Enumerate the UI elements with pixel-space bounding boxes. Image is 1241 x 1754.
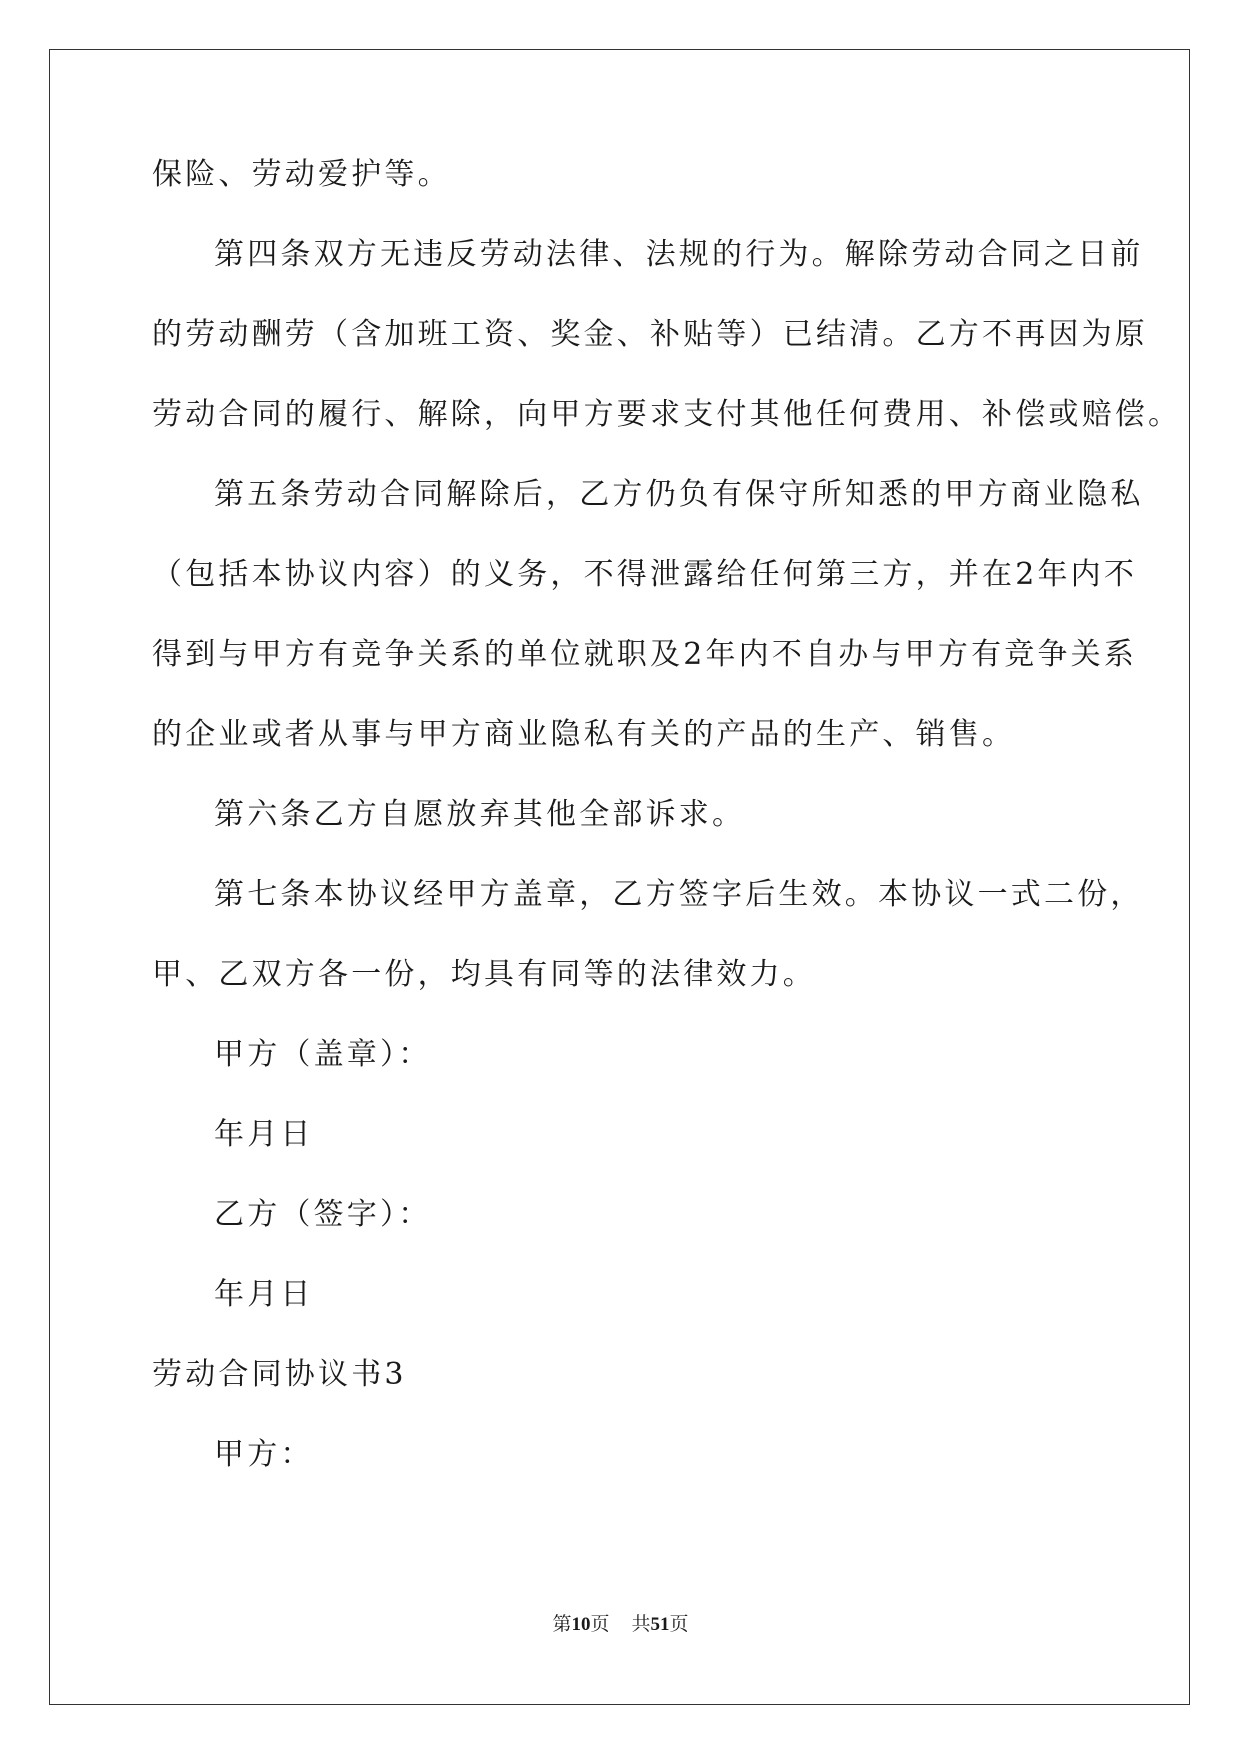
text-line: 第七条本协议经甲方盖章，乙方签字后生效。本协议一式二份，: [214, 877, 1144, 912]
text-line: （包括本协议内容）的义务，不得泄露给任何第三方，并在2年内不: [152, 557, 1138, 592]
text-line: 得到与甲方有竞争关系的单位就职及2年内不自办与甲方有竞争关系: [152, 637, 1138, 672]
text-line: 第五条劳动合同解除后，乙方仍负有保守所知悉的甲方商业隐私: [214, 477, 1144, 512]
text-line: 的企业或者从事与甲方商业隐私有关的产品的生产、销售。: [152, 717, 1016, 752]
signature-label-party-a: 甲方（盖章）：: [214, 1037, 432, 1072]
text-line: 劳动合同的履行、解除，向甲方要求支付其他任何费用、补偿或赔偿。: [152, 397, 1182, 432]
current-page-number: 10: [571, 1614, 591, 1635]
footer-prefix: 第: [552, 1613, 572, 1635]
text-line: 甲、乙双方各一份，均具有同等的法律效力。: [152, 957, 816, 992]
text-line: 第六条乙方自愿放弃其他全部诉求。: [214, 797, 746, 832]
party-a-label: 甲方：: [214, 1437, 314, 1472]
text-line: 保险、劳动爱护等。: [152, 157, 451, 192]
footer-page-suffix: 页: [590, 1613, 610, 1635]
date-placeholder: 年月日: [214, 1277, 314, 1312]
section-heading: 劳动合同协议书3: [152, 1357, 407, 1392]
date-placeholder: 年月日: [214, 1117, 314, 1152]
total-page-number: 51: [650, 1614, 670, 1635]
text-line: 第四条双方无违反劳动法律、法规的行为。解除劳动合同之日前: [214, 237, 1144, 272]
footer-total-prefix: 共: [631, 1613, 651, 1635]
signature-label-party-b: 乙方（签字）：: [214, 1197, 432, 1232]
page-footer: [0, 1611, 1241, 1638]
text-line: 的劳动酬劳（含加班工资、奖金、补贴等）已结清。乙方不再因为原: [152, 317, 1148, 352]
footer-total-suffix: 页: [669, 1613, 689, 1635]
